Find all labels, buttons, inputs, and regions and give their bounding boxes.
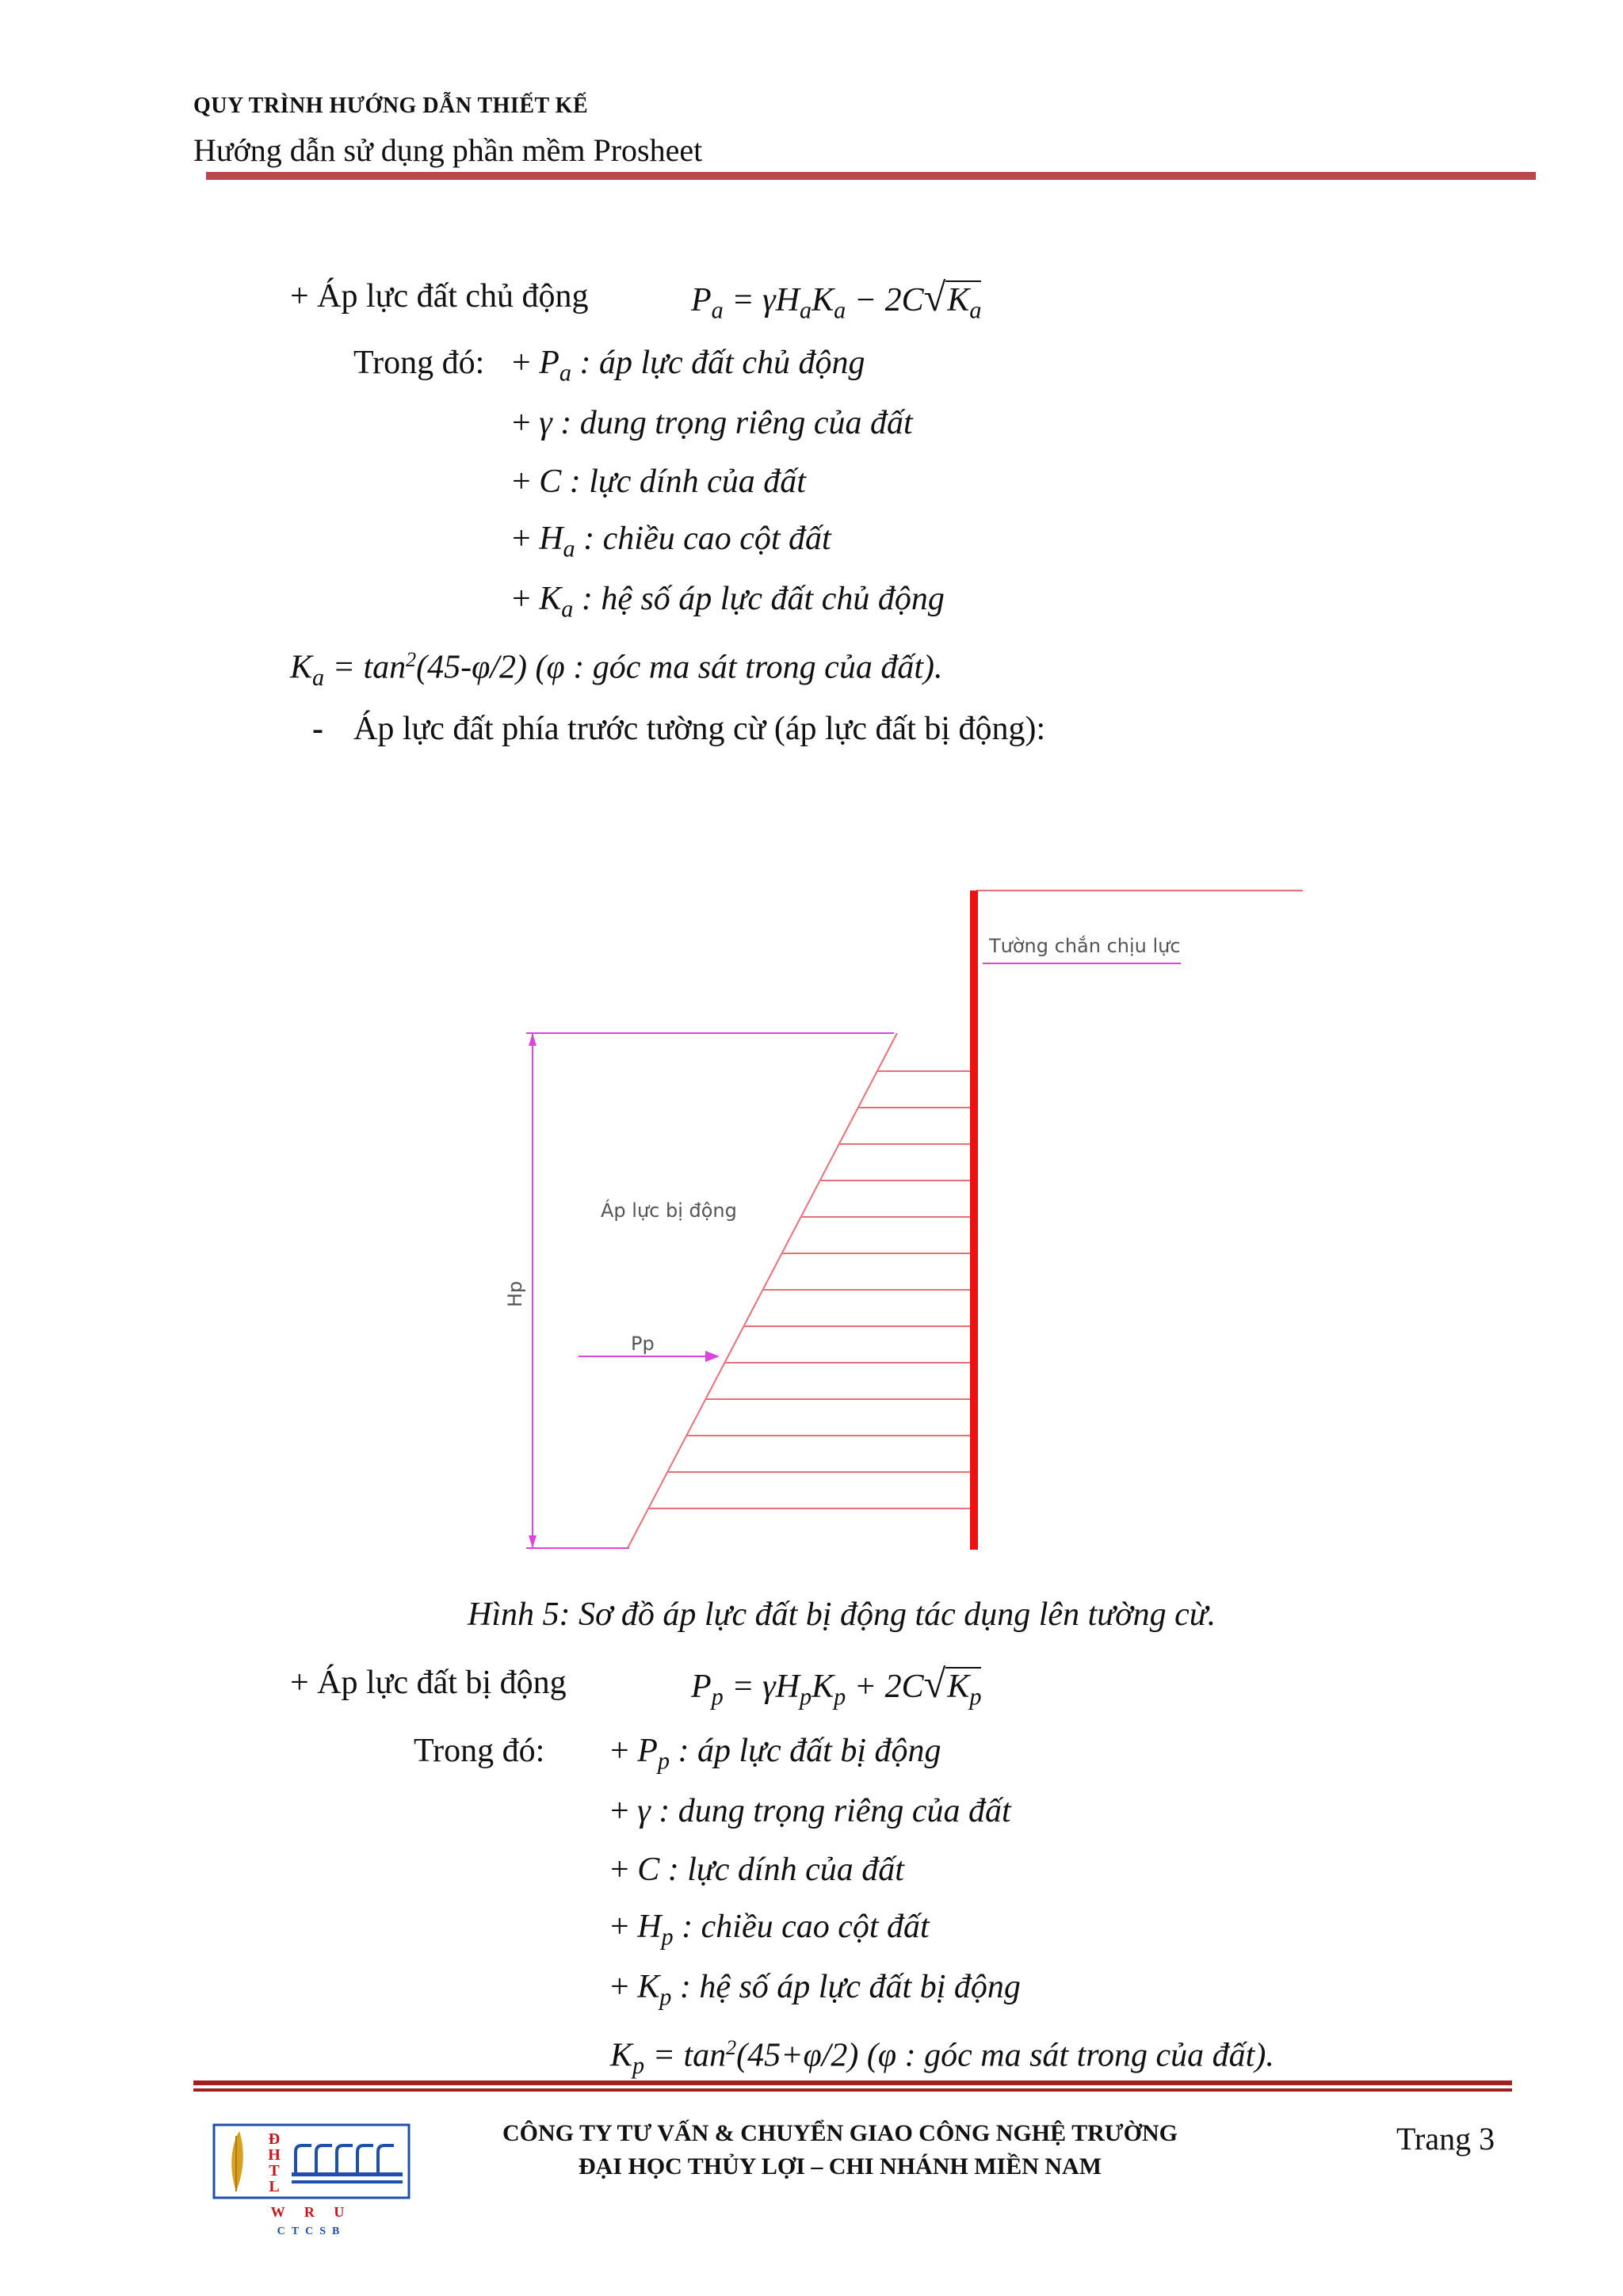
passive-k-formula: $K_p = \tan^2(45+\varphi/2)$ (φ : góc ma sát trong của đất). [610, 2036, 1274, 2079]
university-logo [212, 2120, 411, 2239]
pressure-hatch [649, 1071, 973, 1508]
pp-label: Pp [631, 1333, 655, 1355]
active-k-formula: $K_a = \tan^2(45-\varphi/2)$ (φ : góc ma sát trong của đất). [290, 648, 943, 691]
bullet-text: Áp lực đất phía trước tường cừ (áp lực đất bị động): [353, 711, 1046, 747]
passive-label: + Áp lực đất bị động [290, 1665, 567, 1701]
passive-item-hp: + $H_p$ : chiều cao cột đất [610, 1909, 930, 1951]
zone-label: Áp lực bị động [601, 1199, 737, 1222]
passive-item-gamma: + γ : dung trọng riêng của đất [610, 1793, 1011, 1829]
page-number: Trang 3 [1396, 2121, 1495, 2157]
footer-company-line2: ĐẠI HỌC THỦY LỢI – CHI NHÁNH MIỀN NAM [578, 2153, 1102, 2180]
svg-text:W R U: W R U [270, 2204, 353, 2220]
footer-company [444, 2117, 1236, 2183]
passive-formula: $P_p = \gamma H_pK_p + 2C√K_p$ [691, 1661, 982, 1711]
active-item-pa: + $P_a$ : áp lực đất chủ động [512, 345, 865, 387]
active-item-ha: + $H_a$ : chiều cao cột đất [512, 521, 831, 563]
figure-caption: Hình 5: Sơ đồ áp lực đất bị động tác dụng lên tường cừ. [468, 1596, 1216, 1633]
footer-company-line1: CÔNG TY TƯ VẤN & CHUYỂN GIAO CÔNG NGHỆ TRƯỜNG [502, 2120, 1178, 2146]
retaining-wall [970, 891, 978, 1550]
footer-rule-top [193, 2081, 1512, 2085]
header-subtitle: Hướng dẫn sử dụng phần mềm Prosheet [193, 132, 703, 168]
active-item-gamma: + γ : dung trọng riêng của đất [512, 405, 913, 441]
active-item-c: + C : lực dính của đất [512, 463, 806, 500]
passive-item-kp: + $K_p$ : hệ số áp lực đất bị động [610, 1969, 1021, 2011]
active-label: + Áp lực đất chủ động [290, 278, 589, 315]
active-where-label: Trong đó: [353, 345, 485, 381]
svg-text:ĐHTL: Đ H T L [268, 2130, 281, 2195]
bullet-dash: - [312, 711, 323, 747]
hp-label: Hp [504, 1280, 526, 1307]
active-formula: $P_a = \gamma H_aK_a - 2C√K_a$ [691, 275, 982, 324]
hp-arrow-top [529, 1033, 537, 1046]
header-title: QUY TRÌNH HƯỚNG DẪN THIẾT KẾ [193, 93, 589, 118]
wall-label: Tường chắn chịu lực [989, 935, 1181, 957]
hp-arrow-bottom [529, 1535, 537, 1548]
logo-vertical-letters [268, 2130, 281, 2195]
svg-text:CTCSB: CTCSB [277, 2225, 346, 2237]
footer-rule-bottom [193, 2088, 1512, 2092]
passive-item-c: + C : lực dính của đất [610, 1852, 904, 1888]
passive-item-pp: + $P_p$ : áp lực đất bị động [610, 1733, 941, 1775]
active-item-ka: + $K_a$ : hệ số áp lực đất chủ động [512, 581, 945, 623]
pp-arrow-head [705, 1351, 720, 1362]
passive-where-label: Trong đó: [414, 1733, 545, 1769]
